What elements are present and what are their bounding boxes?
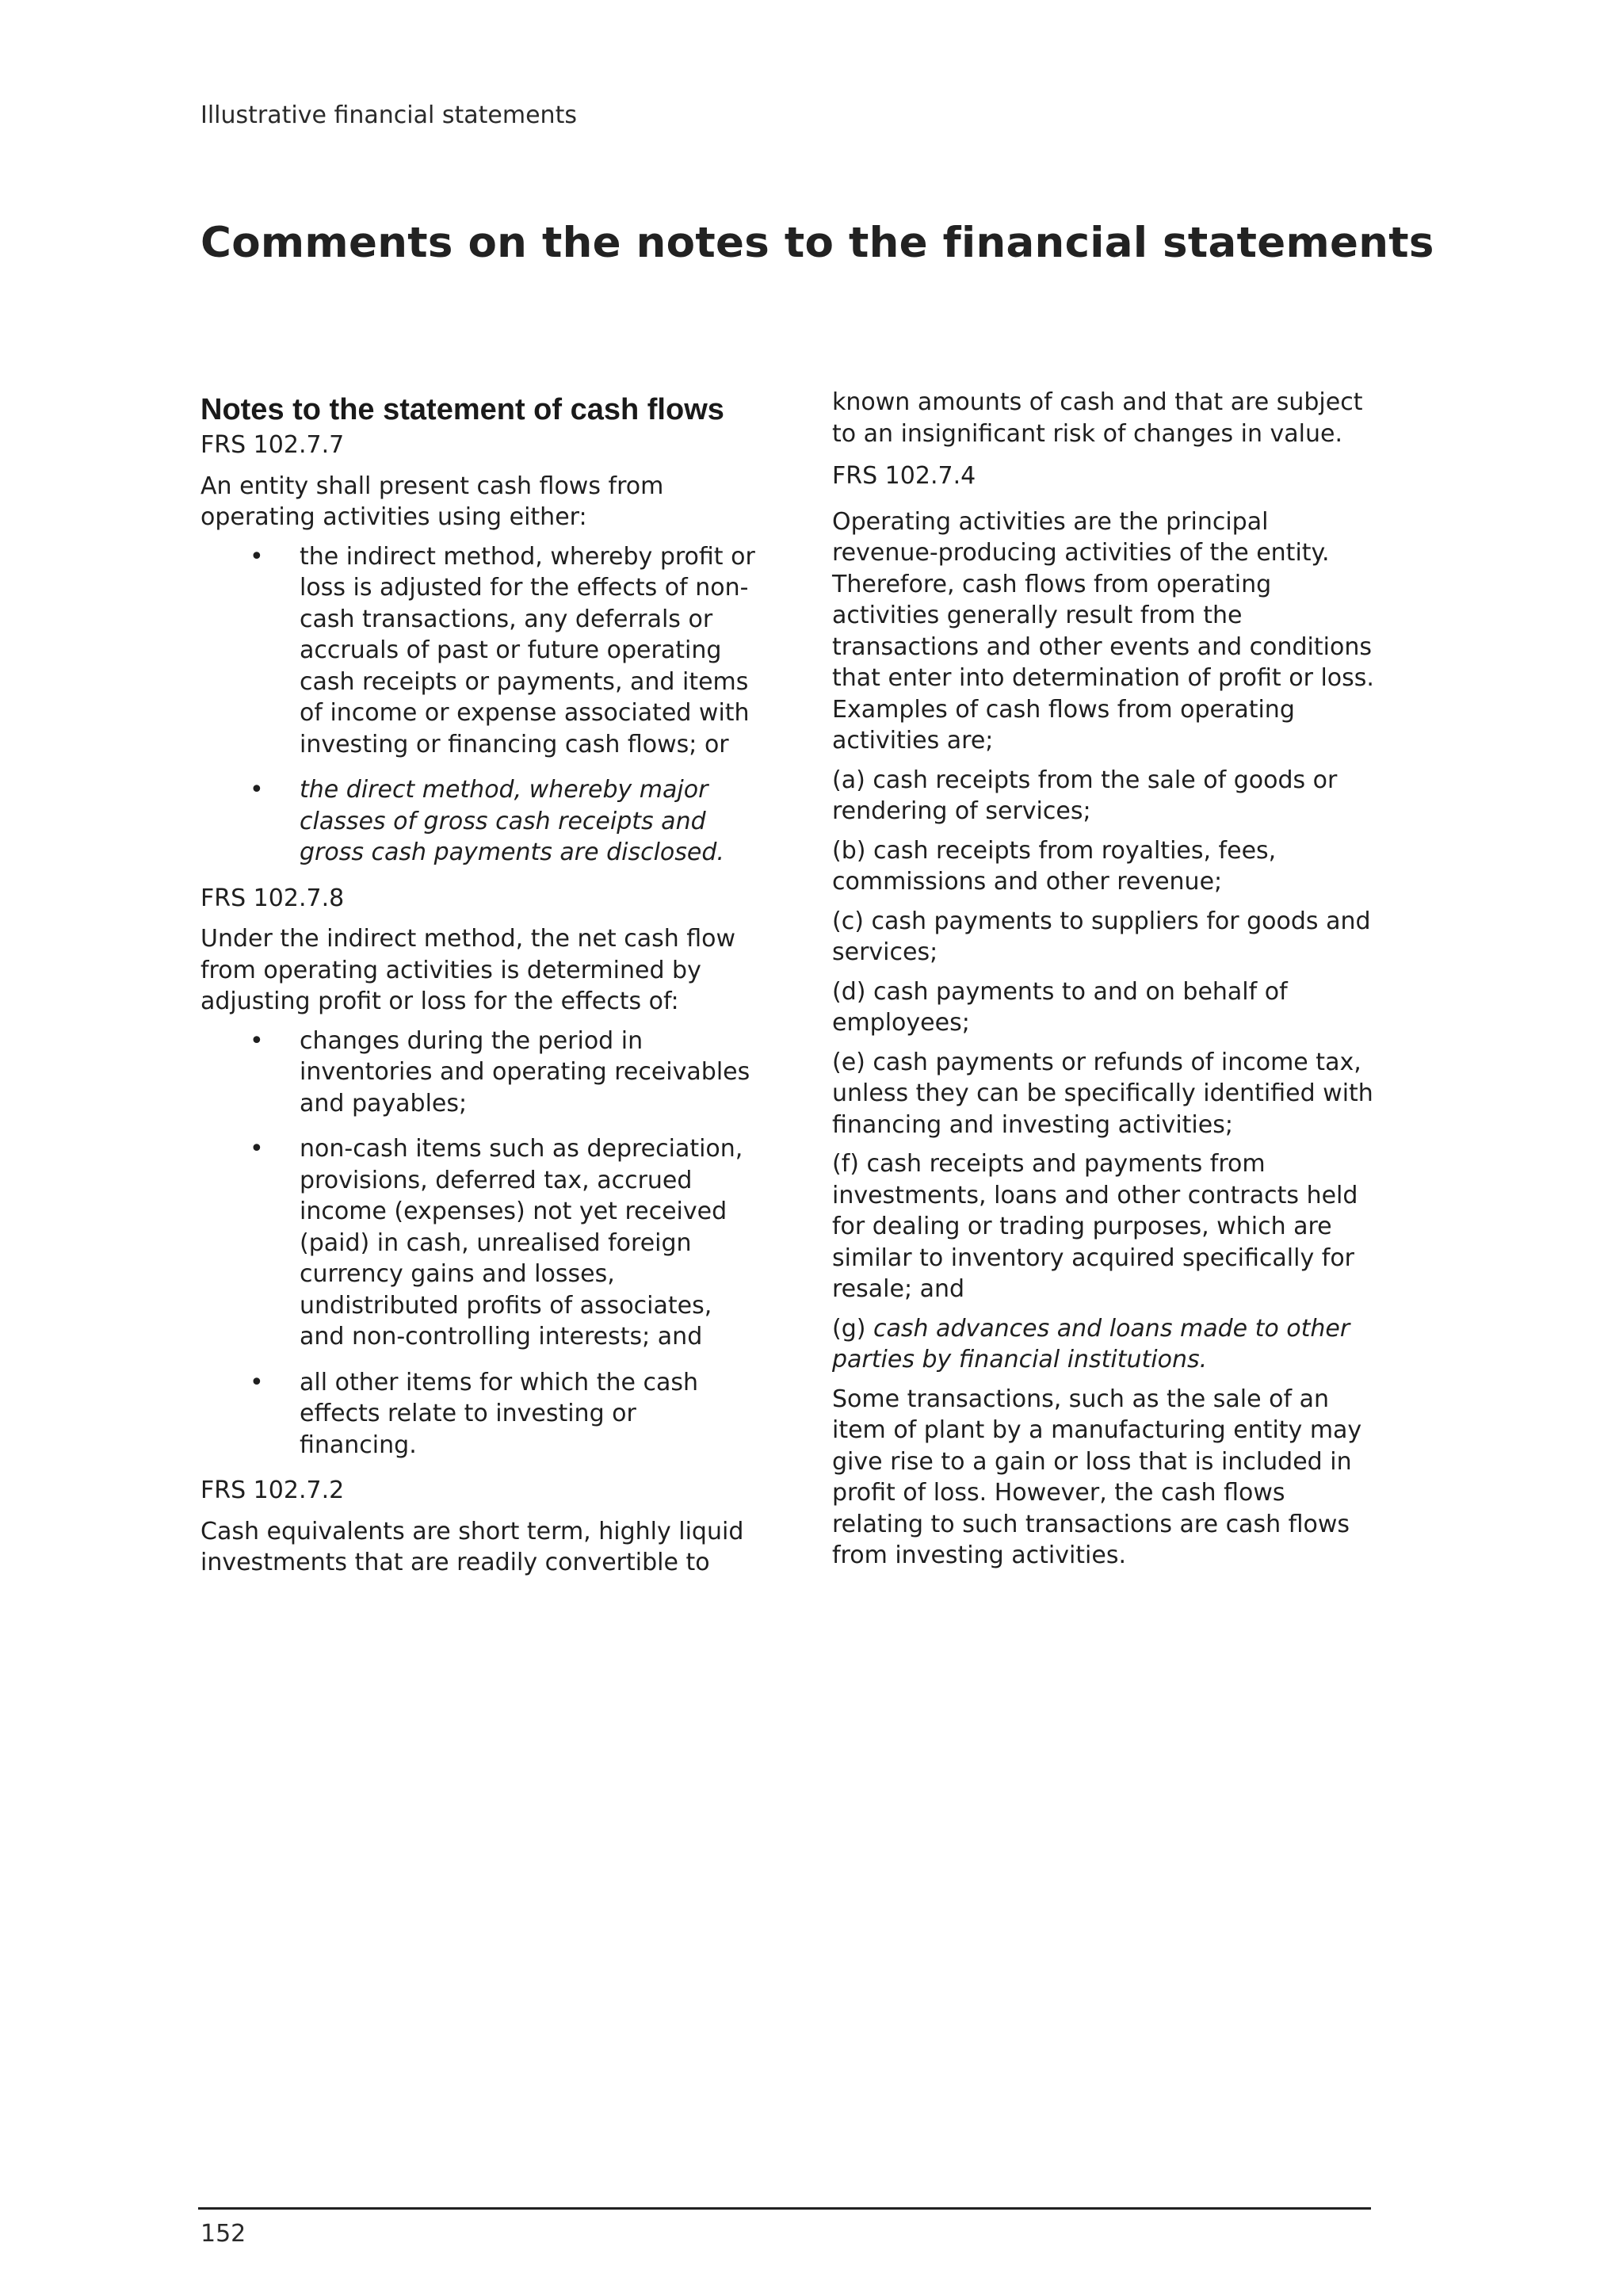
item-marker: (f) [832, 1150, 859, 1178]
bullet-list [200, 541, 755, 869]
list-item-text: changes during the period in inventories and operating receivables and payables; [300, 1026, 750, 1117]
list-item-c [832, 906, 1379, 968]
list-item-text: non-cash items such as depreciation, provisions, deferred tax, accrued income (expenses) not yet received (paid) in cash, unrealised foreign currency gains and losses, undistributed profits of associates, and non-controlling interests; and [300, 1135, 743, 1350]
list-item [200, 541, 755, 761]
list-item-g [832, 1313, 1379, 1376]
bullet-list [200, 1026, 755, 1461]
section-heading: Notes to the statement of cash flows [200, 393, 724, 426]
list-item-f [832, 1148, 1379, 1305]
paragraph: Cash equivalents are short term, highly liquid investments that are readily convertible to [200, 1517, 744, 1576]
item-marker: (e) [832, 1048, 865, 1076]
item-marker: (c) [832, 907, 864, 935]
list-item [200, 1367, 755, 1461]
list-item-d [832, 976, 1379, 1039]
bullet-icon: • [250, 542, 264, 571]
reference-frs-102-7-7: FRS 102.7.7 [200, 431, 345, 459]
list-item [200, 1026, 755, 1120]
list-item-text: all other items for which the cash effects relate to investing or financing. [300, 1368, 698, 1459]
item-text: cash receipts from royalties, fees, commissions and other revenue; [832, 836, 1277, 896]
page-number: 152 [200, 2220, 246, 2248]
list-item-text: the direct method, whereby major classes of gross cash receipts and gross cash payments are disclosed. [300, 776, 724, 866]
list-item [200, 1133, 755, 1353]
paragraph: Some transactions, such as the sale of an item of plant by a manufacturing entity may give rise to a gain or loss that is included in profit of loss. However, the cash flows relating to such transactions are cash flows from investing activities. [832, 1385, 1362, 1569]
item-text: cash payments or refunds of income tax, unless they can be specifically identified with financing and investing activities; [832, 1048, 1373, 1139]
paragraph: Under the indirect method, the net cash flow from operating activities is determined by adjusting profit or loss for the effects of: [200, 925, 736, 1015]
list-item-text: the indirect method, whereby profit or loss is adjusted for the effects of non-cash transactions, any deferrals or accruals of past or future operating cash receipts or payments, and items of income or expense associated with investing or financing cash flows; or [300, 542, 755, 758]
item-marker: (a) [832, 766, 865, 794]
item-text: cash payments to suppliers for goods and services; [832, 907, 1371, 966]
left-column [200, 390, 755, 1587]
item-marker: (g) [832, 1314, 866, 1343]
item-text: cash receipts and payments from investments, loans and other contracts held for dealing or trading purposes, which are similar to inventory acquired specifically for resale; and [832, 1150, 1358, 1303]
bullet-icon: • [250, 1368, 264, 1396]
bullet-icon: • [250, 1135, 264, 1163]
list-item-b [832, 835, 1379, 898]
item-marker: (b) [832, 836, 866, 865]
item-text: cash advances and loans made to other parties by financial institutions. [832, 1314, 1350, 1373]
list-item-a [832, 765, 1379, 827]
paragraph: Operating activities are the principal revenue-producing activities of the entity. Therefore, cash flows from operating activities generally result from the transactions and other events and conditions that enter into determination of profit or loss. Examples of cash flows from operating activities are; [832, 507, 1374, 755]
item-marker: (d) [832, 977, 866, 1006]
item-text: cash payments to and on behalf of employees; [832, 977, 1288, 1037]
paragraph: An entity shall present cash flows from operating activities using either: [200, 472, 664, 531]
reference-frs-102-7-8: FRS 102.7.8 [200, 884, 345, 912]
right-column [832, 387, 1379, 1580]
footer-divider [198, 2207, 1371, 2210]
bullet-icon: • [250, 1026, 264, 1055]
running-header: Illustrative financial statements [200, 101, 577, 129]
bullet-icon: • [250, 776, 264, 804]
paragraph-continued: known amounts of cash and that are subject to an insignificant risk of changes in value. [832, 388, 1363, 448]
reference-frs-102-7-4: FRS 102.7.4 [832, 462, 976, 490]
list-item [200, 774, 755, 869]
list-item-e [832, 1047, 1379, 1141]
page-title: Comments on the notes to the financial statements [200, 219, 1434, 267]
reference-frs-102-7-2: FRS 102.7.2 [200, 1477, 345, 1504]
item-text: cash receipts from the sale of goods or rendering of services; [832, 766, 1338, 825]
